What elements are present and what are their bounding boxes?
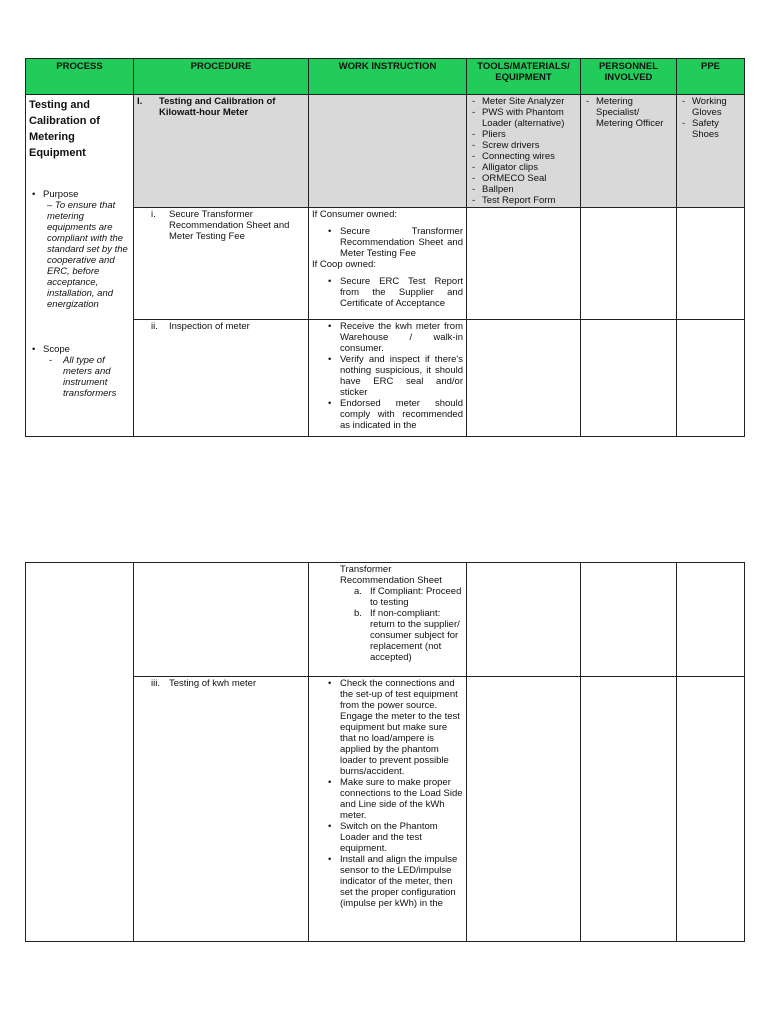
list-item: - Metering Specialist/ Metering Officer [584, 96, 673, 129]
empty-cell [677, 320, 745, 437]
coop-list [312, 276, 463, 309]
coop-label: If Coop owned: [312, 259, 376, 270]
step2-label: Inspection of meter [169, 321, 250, 332]
main-procedure-cell [134, 95, 309, 208]
list-item: • Check the connections and the set-up of test equipment from the power source. Engage the meter to the test equipment but make sure that no load/ampere is applied by the phantom loader to prevent possible burns/accident. [312, 678, 463, 777]
list-item: • Receive the kwh meter from Warehouse / walk-in consumer. [312, 321, 463, 354]
header-work-instruction: WORK INSTRUCTION [309, 59, 467, 95]
scope-label: • Scope [29, 344, 130, 355]
sub-b-key: b. [354, 608, 362, 619]
empty-cell [677, 677, 745, 942]
sub-a-key: a. [354, 586, 362, 597]
list-item: - Meter Site Analyzer [470, 96, 577, 107]
list-item: • Secure Transformer Recommendation Sheet and Meter Testing Fee [312, 226, 463, 259]
header-procedure: PROCEDURE [134, 59, 309, 95]
procedure-table-page-1 [25, 58, 745, 437]
header-tools: TOOLS/MATERIALS/ EQUIPMENT [467, 59, 581, 95]
step3-label: Testing of kwh meter [169, 678, 257, 689]
step2-list [312, 321, 463, 431]
empty-cell [467, 208, 581, 320]
list-item [354, 608, 463, 663]
table-row [26, 95, 745, 208]
personnel-list [584, 96, 673, 129]
step1-procedure-cell [134, 208, 309, 320]
empty-cell [26, 563, 134, 942]
list-item: • Make sure to make proper connections to the Load Side and Line side of the kWh meter. [312, 777, 463, 821]
list-item: - Connecting wires [470, 151, 577, 162]
list-item [354, 586, 463, 608]
list-item: • Endorsed meter should comply with recommended as indicated in the [312, 398, 463, 431]
empty-cell [581, 677, 677, 942]
compliance-list [312, 586, 463, 663]
step1-label: Secure Transformer Recommendation Sheet and Meter Testing Fee [169, 209, 290, 242]
empty-cell [134, 563, 309, 677]
consumer-label: If Consumer owned: [312, 209, 398, 220]
empty-cell [467, 677, 581, 942]
step1-numeral: i. [151, 209, 156, 220]
tools-list [470, 96, 577, 206]
table-row [26, 563, 745, 677]
step3-procedure-cell [134, 677, 309, 942]
table-row [26, 677, 745, 942]
step3-numeral: iii. [151, 678, 160, 689]
step2-continued-cell [309, 563, 467, 677]
header-ppe: PPE [677, 59, 745, 95]
empty-cell [467, 563, 581, 677]
table-row [26, 208, 745, 320]
ppe-list [680, 96, 741, 140]
purpose-text: – To ensure that metering equipments are compliant with the standard set by the cooperative and ERC, before acceptance, installation, and energization [47, 200, 128, 310]
step2-continued-text: Transformer Recommendation Sheet [340, 564, 442, 586]
list-item: - Pliers [470, 129, 577, 140]
list-item: - ORMECO Seal [470, 173, 577, 184]
list-item: • Verify and inspect if there's nothing suspicious, it should have ERC seal and/or sticker [312, 354, 463, 398]
empty-cell [581, 208, 677, 320]
header-process: PROCESS [26, 59, 134, 95]
list-item: - Screw drivers [470, 140, 577, 151]
purpose-label: • Purpose [29, 189, 130, 200]
step2-procedure-cell [134, 320, 309, 437]
step1-work-instruction-cell [309, 208, 467, 320]
empty-cell [581, 320, 677, 437]
list-item: - Working Gloves [680, 96, 741, 118]
step2-numeral: ii. [151, 321, 158, 332]
list-item: - Alligator clips [470, 162, 577, 173]
scope-text: - All type of meters and instrument transformers [29, 355, 130, 399]
tools-cell [467, 95, 581, 208]
list-item: • Secure ERC Test Report from the Supplier and Certificate of Acceptance [312, 276, 463, 309]
step2-work-instruction-cell [309, 320, 467, 437]
main-work-instruction-cell [309, 95, 467, 208]
list-item: • Switch on the Phantom Loader and the test equipment. [312, 821, 463, 854]
personnel-cell [581, 95, 677, 208]
step3-list [312, 678, 463, 909]
list-item: - Safety Shoes [680, 118, 741, 140]
table-header-row [26, 59, 745, 95]
sub-b-text: If non-compliant: return to the supplier/ consumer subject for replacement (not accepted) [370, 608, 460, 663]
list-item: - PWS with Phantom Loader (alternative) [470, 107, 577, 129]
consumer-list [312, 226, 463, 259]
main-procedure-title: Testing and Calibration of Kilowatt-hour Meter [159, 96, 276, 118]
main-procedure-numeral: I. [137, 96, 143, 107]
process-title: Testing and Calibration of Metering Equipment [29, 99, 100, 159]
sub-a-text: If Compliant: Proceed to testing [370, 586, 462, 608]
list-item: - Ballpen [470, 184, 577, 195]
list-item: - Test Report Form [470, 195, 577, 206]
process-cell [26, 95, 134, 437]
empty-cell [677, 208, 745, 320]
list-item: • Install and align the impulse sensor to the LED/impulse indicator of the meter, then set the proper configuration (impulse per kWh) in the [312, 854, 463, 909]
procedure-table-page-2 [25, 562, 745, 942]
empty-cell [677, 563, 745, 677]
ppe-cell [677, 95, 745, 208]
table-row [26, 320, 745, 437]
empty-cell [467, 320, 581, 437]
empty-cell [581, 563, 677, 677]
header-personnel: PERSONNEL INVOLVED [581, 59, 677, 95]
step3-work-instruction-cell [309, 677, 467, 942]
